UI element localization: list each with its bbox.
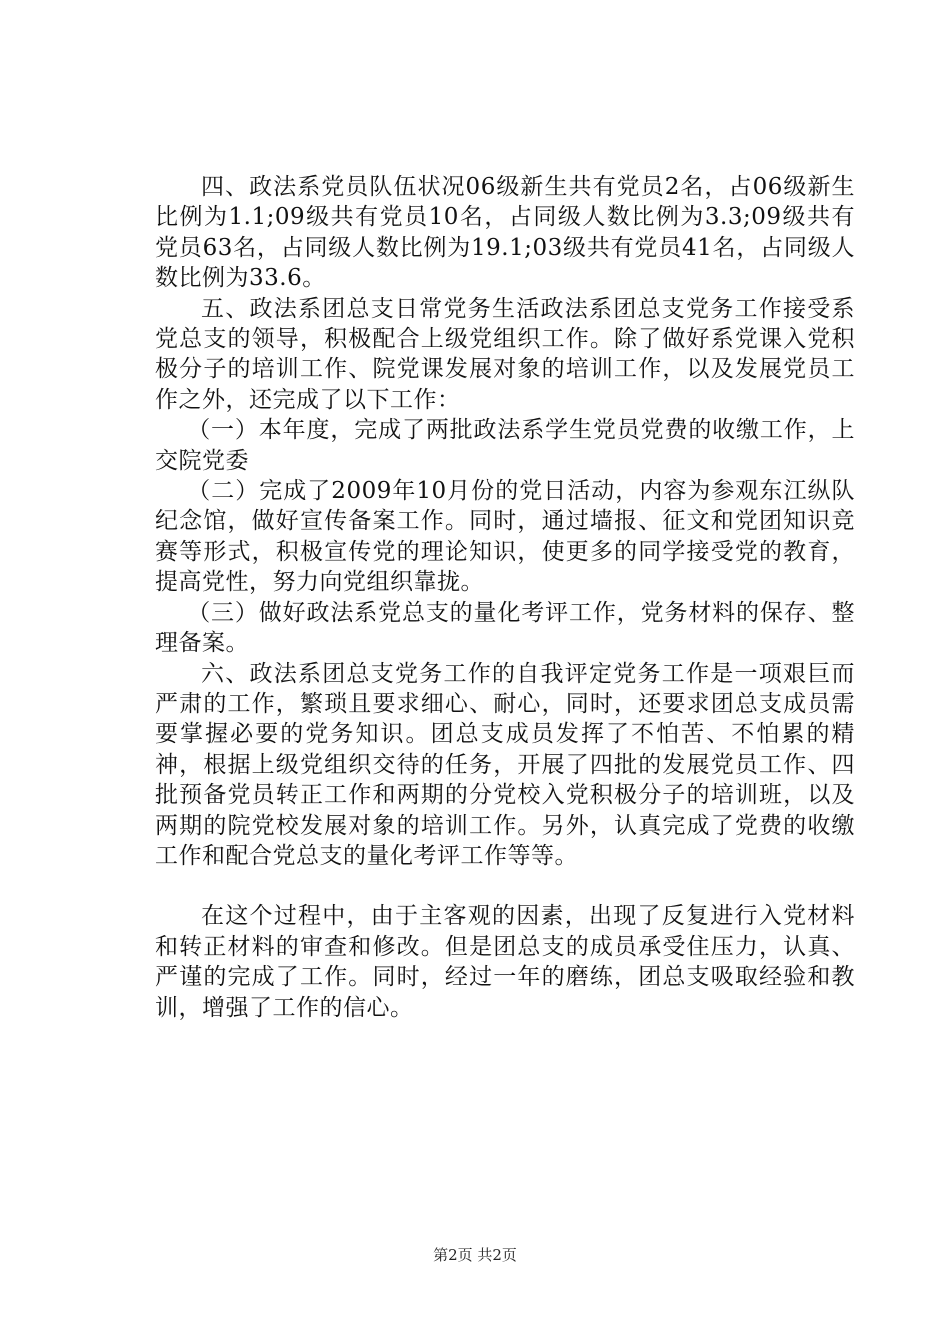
document-body [155,172,855,1023]
paragraph-conclusion: 在这个过程中，由于主客观的因素，出现了反复进行入党材料和转正材料的审查和修改。但是团总支的成员承受住压力，认真、严谨的完成了工作。同时，经过一年的磨练，团总支吸取经验和教训，增强了工作的信心。 [155,903,855,1021]
paragraph-item-2: （二）完成了2009年10月份的党日活动，内容为参观东江纵队纪念馆，做好宣传备案工作。同时，通过墙报、征文和党团知识竞赛等形式，积极宣传党的理论知识，使更多的同学接受党的教育，提高党性，努力向党组织靠拢。 [155,478,855,596]
page-number-footer: 第2页 共2页 [433,1246,517,1264]
paragraph-item-1: （一）本年度，完成了两批政法系学生党员党费的收缴工作，上交院党委 [155,417,855,474]
paragraph-self-evaluation: 六、政法系团总支党务工作的自我评定党务工作是一项艰巨而严肃的工作，繁琐且要求细心、耐心，同时，还要求团总支成员需要掌握必要的党务知识。团总支成员发挥了不怕苦、不怕累的精神，根据上级党组织交待的任务，开展了四批的发展党员工作、四批预备党员转正工作和两期的分党校入党积极分子的培训班，以及两期的院党校发展对象的培训工作。另外，认真完成了党费的收缴工作和配合党总支的量化考评工作等等。 [155,660,855,869]
paragraph-party-member-status: 四、政法系党员队伍状况06级新生共有党员2名，占06级新生比例为1.1;09级共有党员10名，占同级人数比例为3.3;09级共有党员63名，占同级人数比例为19.1;03级共有党员41名，占同级人数比例为33.6。 [155,174,855,292]
paragraph-item-3: （三）做好政法系党总支的量化考评工作，党务材料的保存、整理备案。 [155,599,855,657]
paragraph-daily-party-work: 五、政法系团总支日常党务生活政法系团总支党务工作接受系党总支的领导，积极配合上级党组织工作。除了做好系党课入党积极分子的培训工作、院党课发展对象的培训工作，以及发展党员工作之外，还完成了以下工作： [155,295,855,413]
